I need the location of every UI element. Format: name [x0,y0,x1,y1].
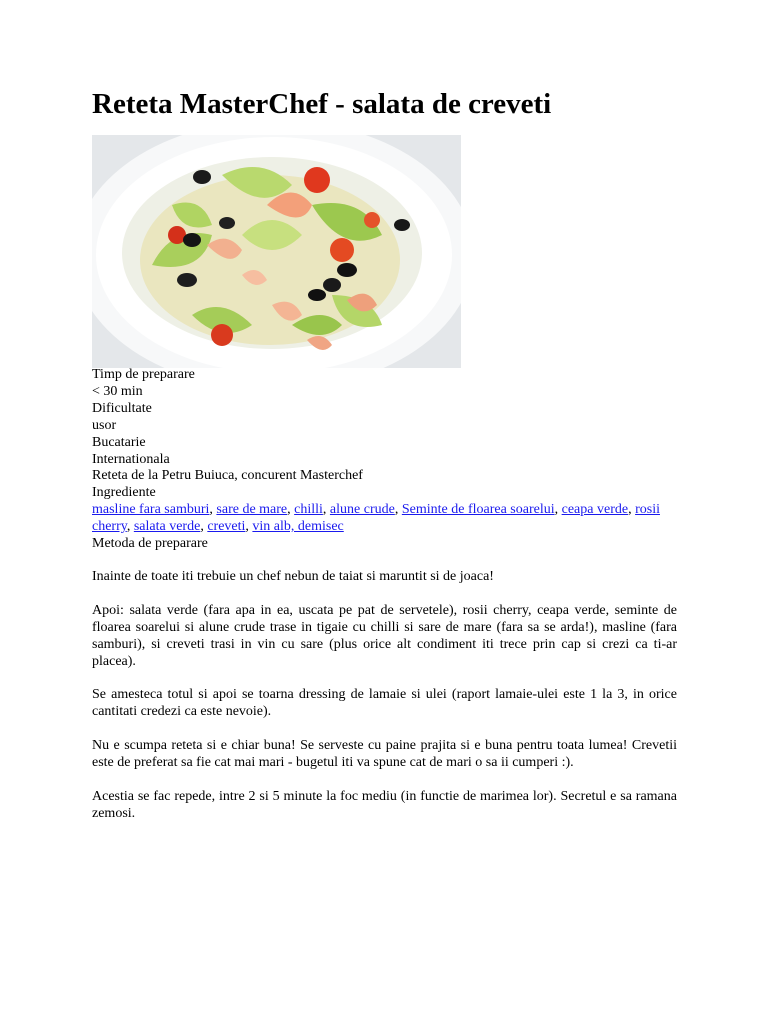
separator: , [245,519,253,535]
ingredient-link[interactable]: masline fara samburi [92,502,210,518]
paragraph: Se amesteca totul si apoi se toarna dressing de lamaie si ulei (raport lamaie-ulei este 1 la 3, in orice cantitati credezi ca este nevoie). [92,687,677,720]
paragraph: Acestia se fac repede, intre 2 si 5 minute la foc mediu (in functie de marimea lor). Secretul e sa ramana zemosi. [92,788,677,821]
separator: , [287,502,295,518]
prep-time-label: Timp de preparare [92,367,195,382]
recipe-info [92,367,677,553]
paragraph: Inainte de toate iti trebuie un chef nebun de taiat si maruntit si de joaca! [92,569,494,584]
ingredient-link[interactable]: ceapa verde [561,502,629,518]
ingredients-label: Ingrediente [92,485,156,501]
salad-photo [92,135,461,368]
author-line: Reteta de la Petru Buiuca, concurent Masterchef [92,468,363,484]
separator: , [554,502,562,518]
paragraph: Apoi: salata verde (fara apa in ea, uscata pe pat de servetele), rosii cherry, ceapa verde, seminte de floarea soarelui si alune crude trase in tigaie cu chilli si sare de mare (fara sa se arda!), masline (fara samburi), si creveti trasi in vin cu sare (plus orice alt condiment iti trece prin cap si crezi ca ti-ar placea). [92,602,677,669]
ingredient-link[interactable]: rosii cherry [92,502,660,535]
separator: , [200,519,208,535]
ingredient-link[interactable]: creveti [207,519,246,535]
ingredient-link[interactable]: chilli [294,502,323,518]
prep-time-value: < 30 min [92,383,143,399]
method-text [92,569,677,839]
separator: , [394,502,402,518]
ingredient-link[interactable]: vin alb, demisec [252,519,344,535]
separator: , [322,502,330,518]
cuisine-value: Internationala [92,451,170,467]
ingredients-list [92,502,677,536]
ingredient-link[interactable]: alune crude [329,502,395,518]
ingredient-link[interactable]: Seminte de floarea soarelui [401,502,555,518]
shrimp-salad-image [92,135,461,368]
paragraph: Nu e scumpa reteta si e chiar buna! Se serveste cu paine prajita si e buna pentru toata lumea! Crevetii este de preferat sa fie cat mai mari - bugetul iti va spune cat de mari o sa ii cumperi :). [92,738,677,770]
difficulty-label: Dificultate [92,400,152,416]
separator: , [628,502,636,518]
cuisine-label: Bucatarie [92,434,146,450]
separator: , [126,519,134,535]
difficulty-value: usor [92,417,117,433]
ingredient-link[interactable]: salata verde [133,519,201,535]
separator: , [209,502,217,518]
ingredient-link[interactable]: sare de mare [216,502,288,518]
method-label: Metoda de preparare [92,536,208,552]
page-title: Reteta MasterChef - salata de creveti [92,88,552,120]
